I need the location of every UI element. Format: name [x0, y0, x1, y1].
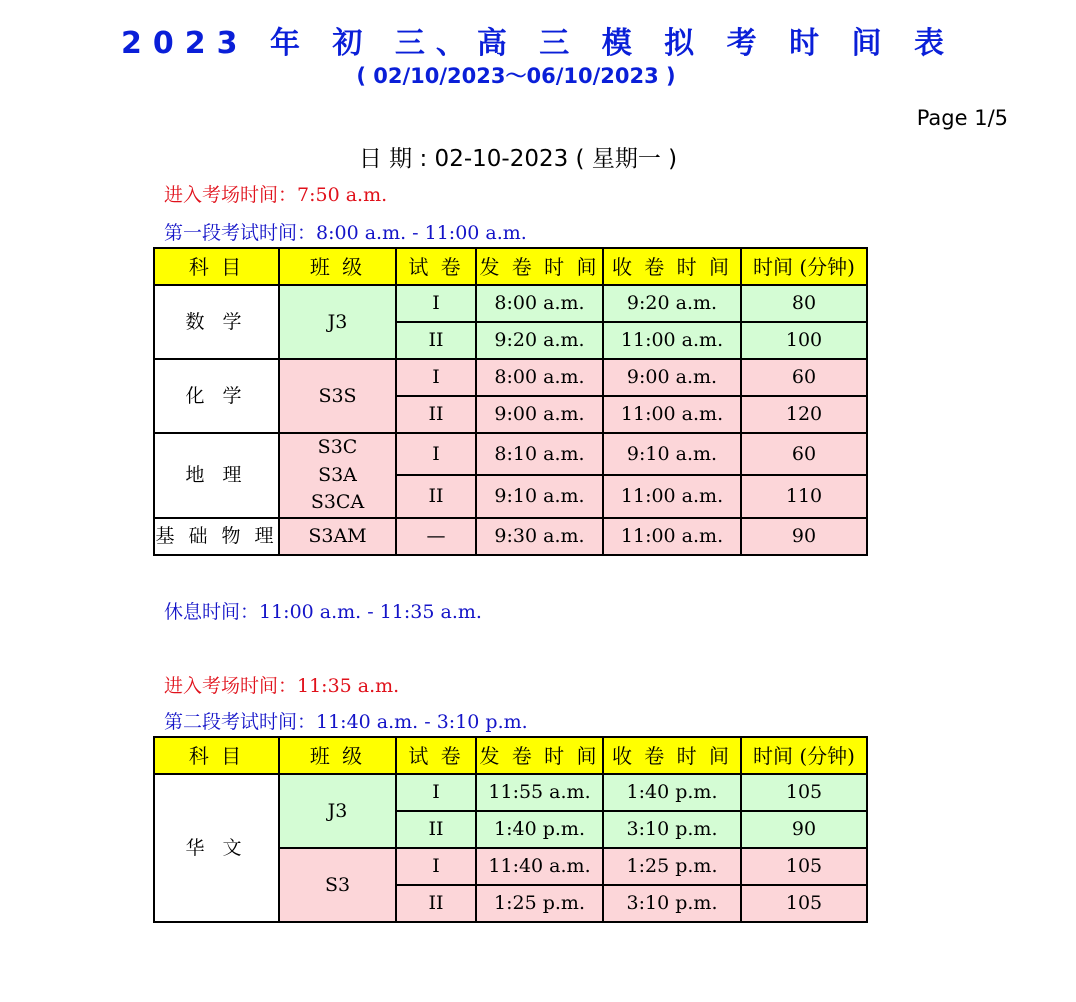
class-cell: J3 [279, 774, 396, 848]
class-cell: S3 [279, 848, 396, 922]
duration-cell: 100 [741, 322, 867, 359]
table-row [154, 774, 867, 811]
start-time-cell: 1:40 p.m. [476, 811, 603, 848]
start-time-cell: 8:00 a.m. [476, 285, 603, 322]
page-title: 2023 年 初 三、高 三 模 拟 考 时 间 表 [121, 26, 955, 61]
end-time-cell: 11:00 a.m. [603, 475, 741, 518]
duration-cell: 90 [741, 518, 867, 555]
session1-exam-time: 第一段考试时间：8:00 a.m. - 11:00 a.m. [164, 222, 527, 244]
end-time-cell: 3:10 p.m. [603, 885, 741, 922]
class-cell: S3S [279, 359, 396, 433]
paper-cell: — [396, 518, 476, 555]
break-time: 休息时间：11:00 a.m. - 11:35 a.m. [164, 601, 482, 623]
table-header-row [154, 248, 867, 285]
start-time-cell: 8:10 a.m. [476, 433, 603, 475]
paper-cell: II [396, 396, 476, 433]
session2-table [153, 736, 868, 923]
subject-cell: 地 理 [154, 433, 279, 518]
page-number: Page 1/5 [916, 106, 1008, 130]
class-cell: S3AM [279, 518, 396, 555]
paper-cell: II [396, 322, 476, 359]
session1-table [153, 247, 868, 556]
start-time-cell: 11:40 a.m. [476, 848, 603, 885]
header-end-time: 收 卷 时 间 [603, 737, 741, 774]
duration-cell: 105 [741, 774, 867, 811]
end-time-cell: 9:20 a.m. [603, 285, 741, 322]
subject-cell: 基 础 物 理 [154, 518, 279, 555]
start-time-cell: 9:00 a.m. [476, 396, 603, 433]
header-end-time: 收 卷 时 间 [603, 248, 741, 285]
table-row [154, 285, 867, 322]
subject-cell: 华 文 [154, 774, 279, 922]
table-header-row [154, 737, 867, 774]
header-duration: 时间 (分钟) [741, 737, 867, 774]
paper-cell: II [396, 811, 476, 848]
header-start-time: 发 卷 时 间 [476, 248, 603, 285]
subject-cell: 数 学 [154, 285, 279, 359]
session2-entry-time: 进入考场时间：11:35 a.m. [164, 675, 400, 697]
date-line: 日 期 : 02-10-2023 ( 星期一 ) [358, 146, 678, 172]
start-time-cell: 9:30 a.m. [476, 518, 603, 555]
duration-cell: 60 [741, 359, 867, 396]
duration-cell: 105 [741, 885, 867, 922]
class-cell: S3C S3A S3CA [279, 433, 396, 518]
end-time-cell: 3:10 p.m. [603, 811, 741, 848]
session1-entry-time: 进入考场时间：7:50 a.m. [164, 184, 388, 206]
header-class: 班 级 [279, 248, 396, 285]
duration-cell: 90 [741, 811, 867, 848]
duration-cell: 110 [741, 475, 867, 518]
start-time-cell: 11:55 a.m. [476, 774, 603, 811]
table-row [154, 518, 867, 555]
end-time-cell: 1:40 p.m. [603, 774, 741, 811]
class-cell: J3 [279, 285, 396, 359]
start-time-cell: 8:00 a.m. [476, 359, 603, 396]
paper-cell: I [396, 774, 476, 811]
paper-cell: II [396, 885, 476, 922]
start-time-cell: 1:25 p.m. [476, 885, 603, 922]
header-paper: 试 卷 [396, 248, 476, 285]
paper-cell: I [396, 848, 476, 885]
header-start-time: 发 卷 时 间 [476, 737, 603, 774]
end-time-cell: 11:00 a.m. [603, 396, 741, 433]
paper-cell: I [396, 359, 476, 396]
end-time-cell: 11:00 a.m. [603, 322, 741, 359]
end-time-cell: 9:10 a.m. [603, 433, 741, 475]
end-time-cell: 1:25 p.m. [603, 848, 741, 885]
header-subject: 科 目 [154, 248, 279, 285]
paper-cell: I [396, 285, 476, 322]
start-time-cell: 9:10 a.m. [476, 475, 603, 518]
duration-cell: 105 [741, 848, 867, 885]
paper-cell: II [396, 475, 476, 518]
header-subject: 科 目 [154, 737, 279, 774]
date-range: ( 02/10/2023～06/10/2023 ) [356, 64, 676, 88]
end-time-cell: 9:00 a.m. [603, 359, 741, 396]
header-class: 班 级 [279, 737, 396, 774]
subject-cell: 化 学 [154, 359, 279, 433]
duration-cell: 80 [741, 285, 867, 322]
end-time-cell: 11:00 a.m. [603, 518, 741, 555]
session2-exam-time: 第二段考试时间：11:40 a.m. - 3:10 p.m. [164, 711, 528, 733]
table-row [154, 433, 867, 475]
start-time-cell: 9:20 a.m. [476, 322, 603, 359]
duration-cell: 60 [741, 433, 867, 475]
paper-cell: I [396, 433, 476, 475]
header-duration: 时间 (分钟) [741, 248, 867, 285]
header-paper: 试 卷 [396, 737, 476, 774]
table-row [154, 359, 867, 396]
duration-cell: 120 [741, 396, 867, 433]
